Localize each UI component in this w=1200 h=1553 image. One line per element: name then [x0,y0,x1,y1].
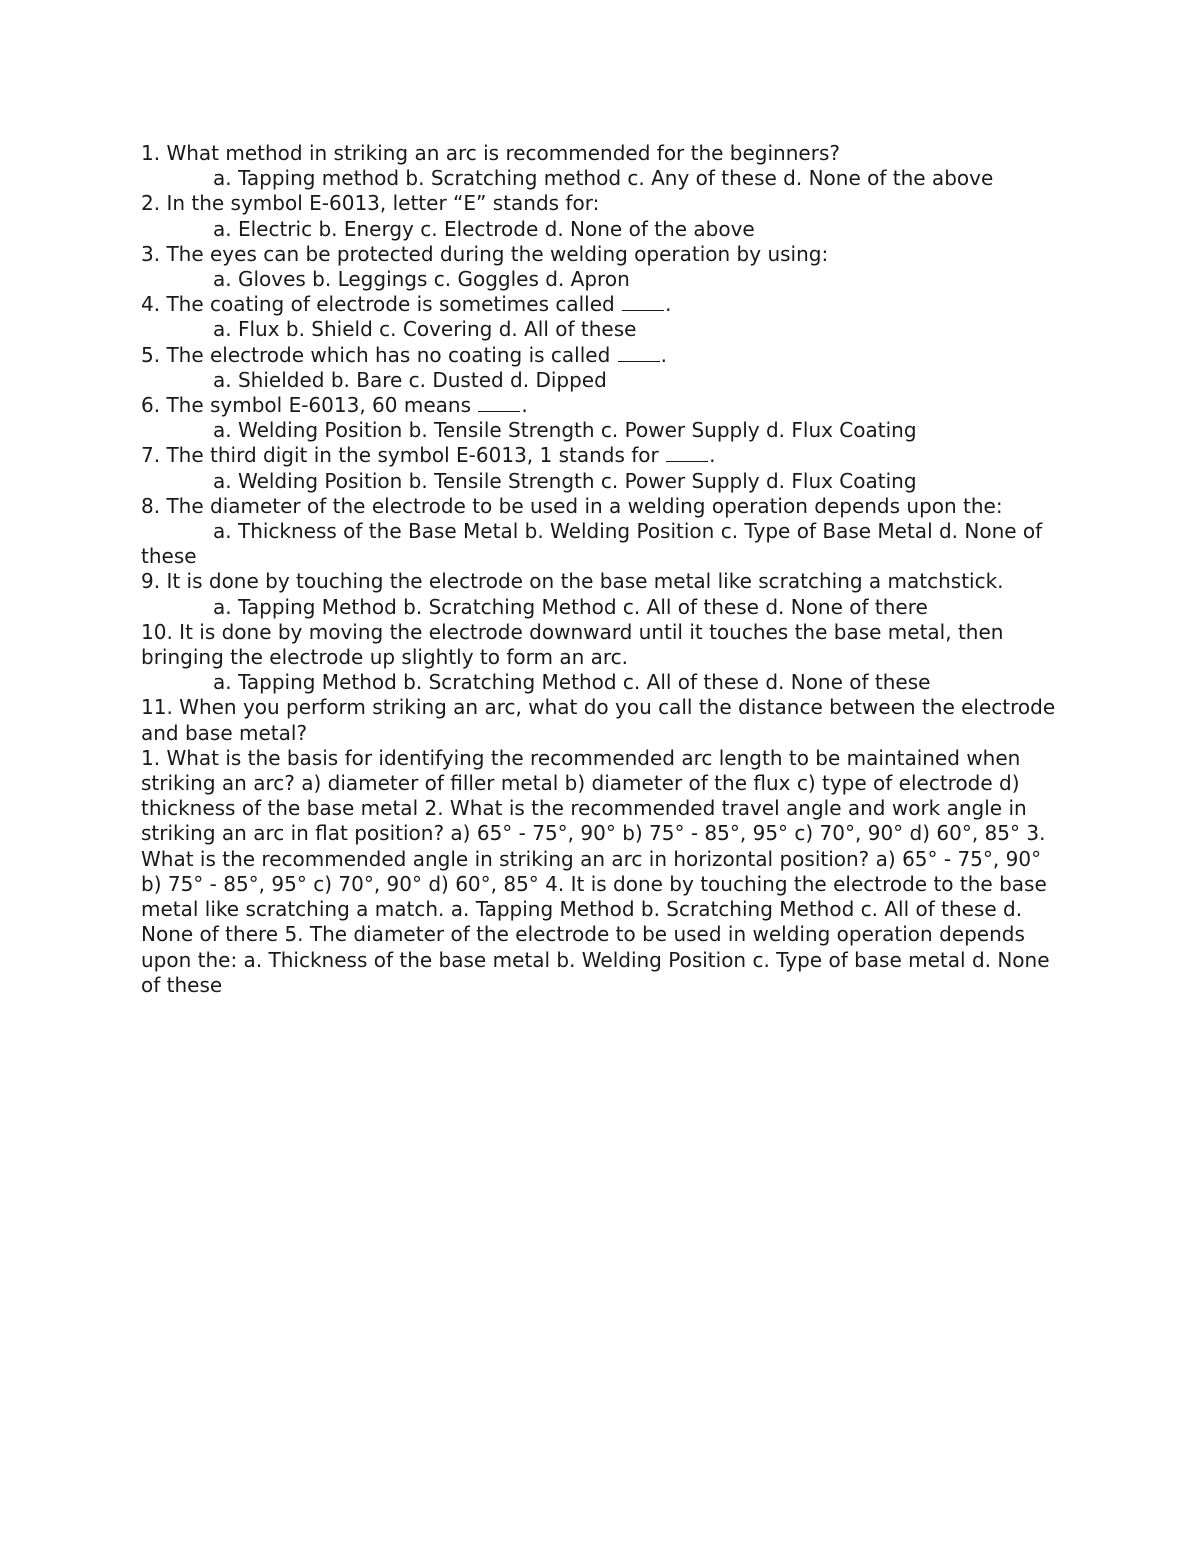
question-10: 10. It is done by moving the electrode downward until it touches the base metal, then bringing the electrode up slightly to form an arc. [141,619,1004,670]
question-8: 8. The diameter of the electrode to be used in a welding operation depends upon the: [141,493,1003,518]
question-5 [141,343,1061,368]
answer-blank [618,343,660,362]
question-9: 9. It is done by touching the electrode on the base metal like scratching a matchstick. [141,569,1004,594]
question-11: 11. When you perform striking an arc, what do you call the distance between the electrode and base metal? [141,695,1056,745]
question-6-end: . [521,393,528,418]
question-4 [141,292,1061,317]
question-7-text: 7. The third digit in the symbol E-6013, 1 stands for [141,443,666,468]
question-7-options: a. Welding Position b. Tensile Strength c. Power Supply d. Flux Coating [213,468,917,493]
question-3-options: a. Gloves b. Leggings c. Goggles d. Apron [213,267,630,292]
question-9-options: a. Tapping Method b. Scratching Method c. All of these d. None of there [213,594,928,619]
question-2: 2. In the symbol E-6013, letter “E” stands for: [141,191,600,216]
question-6 [141,393,1061,418]
question-4-end: . [665,292,672,317]
question-4-options: a. Flux b. Shield c. Covering d. All of these [213,317,637,342]
question-3: 3. The eyes can be protected during the welding operation by using: [141,241,829,266]
run-on-paragraph: 1. What is the basis for identifying the recommended arc length to be maintained when striking an arc? a) diameter of filler metal b) diameter of the flux c) type of electrode d) thickness of the base metal 2. What is the recommended travel angle and work angle in striking an arc in flat position? a) 65° - 75°, 90° b) 75° - 85°, 95° c) 70°, 90° d) 60°, 85° 3. What is the recommended angle in striking an arc in horizontal position? a) 65° - 75°, 90° b) 75° - 85°, 95° c) 70°, 90° d) 60°, 85° 4. It is done by touching the electrode to the base metal like scratching a match. a. Tapping Method b. Scratching Method c. All of these d. None of there 5. The diameter of the electrode to be used in welding operation depends upon the: a. Thickness of the base metal b. Welding Position c. Type of base metal d. None of these [141,745,1050,997]
question-7-end: . [709,443,716,468]
question-7 [141,443,1061,468]
question-6-options: a. Welding Position b. Tensile Strength c. Power Supply d. Flux Coating [213,418,917,443]
question-6-text: 6. The symbol E-6013, 60 means [141,393,478,418]
question-5-text: 5. The electrode which has no coating is called [141,342,617,367]
question-1: 1. What method in striking an arc is recommended for the beginners? [141,141,840,165]
question-5-end: . [660,342,668,367]
answer-blank [622,292,664,311]
document-body [141,141,1061,998]
question-5-options: a. Shielded b. Bare c. Dusted d. Dipped [213,367,607,392]
question-1-options: a. Tapping method b. Scratching method c. Any of these d. None of the above [213,166,994,191]
question-8-options: a. Thickness of the Base Metal b. Welding Position c. Type of Base Metal d. None of these [141,519,1043,569]
answer-blank [478,393,520,412]
question-10-options: a. Tapping Method b. Scratching Method c. All of these d. None of these [213,670,931,695]
question-4-text: 4. The coating of electrode is sometimes called [141,292,622,317]
question-2-options: a. Electric b. Energy c. Electrode d. None of the above [213,216,755,241]
answer-blank [666,443,708,462]
